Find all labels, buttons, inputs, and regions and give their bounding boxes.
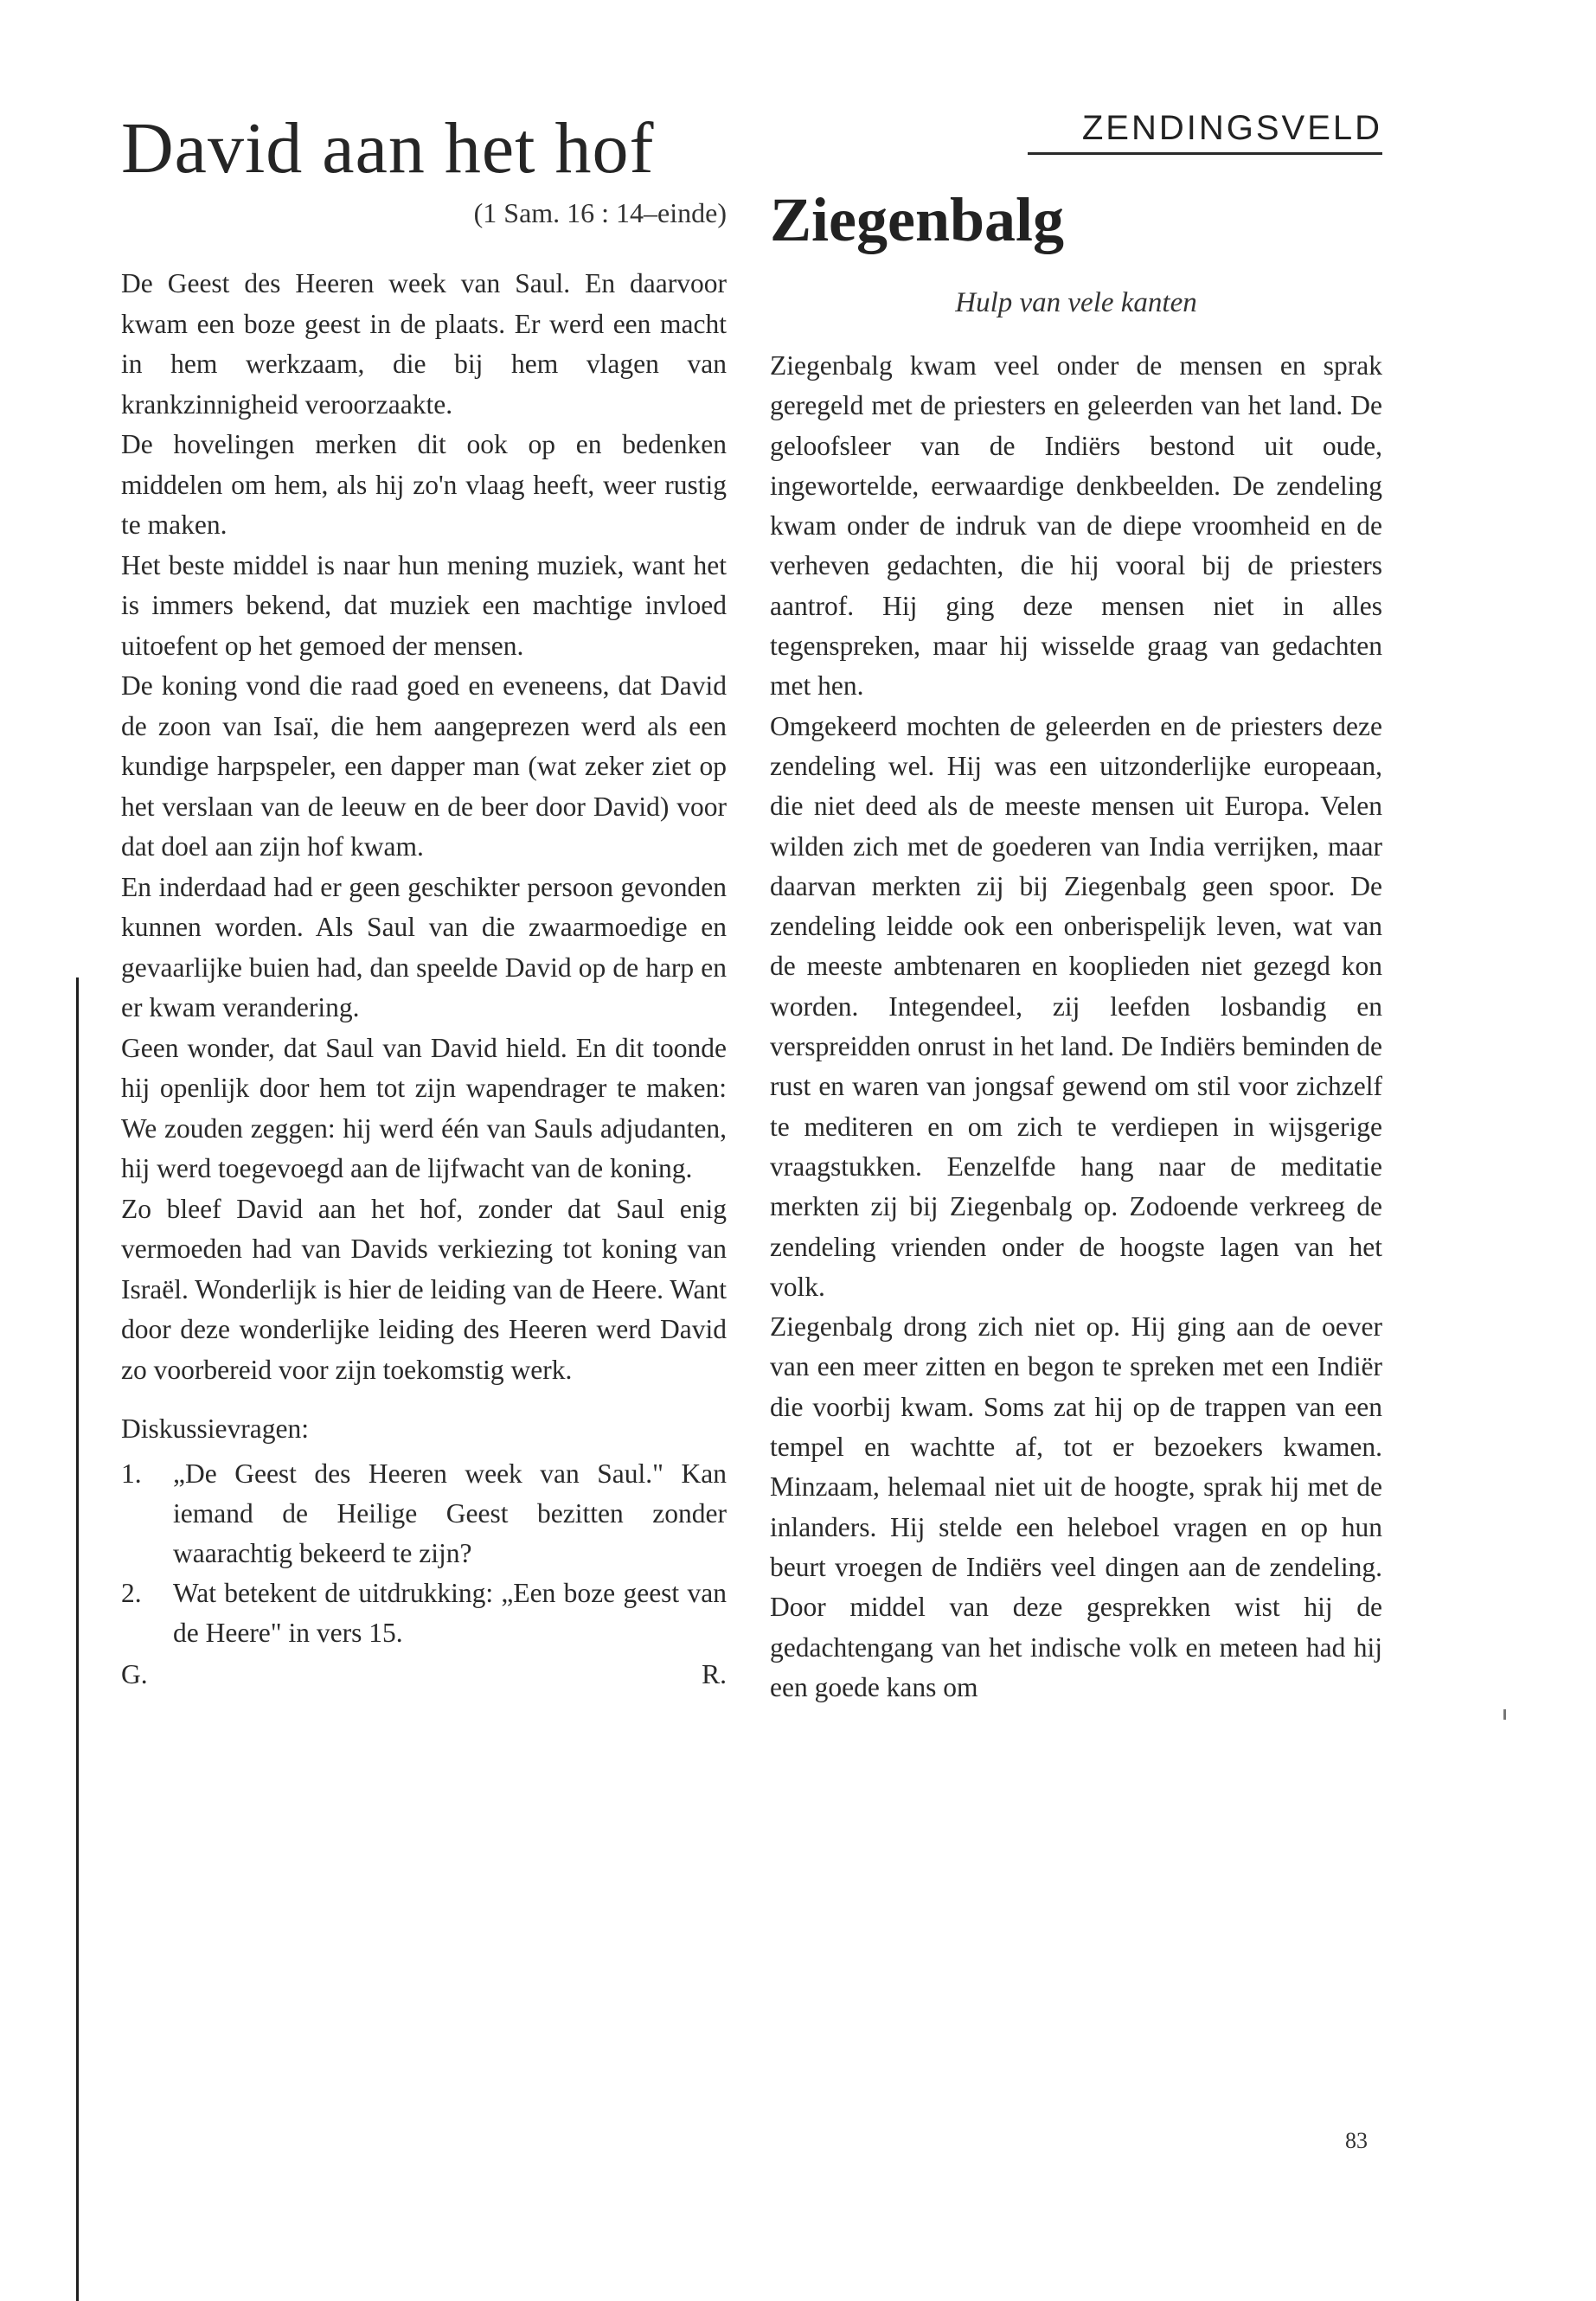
paragraph: En inderdaad had er geen geschikter persoon gevonden kunnen worden. Als Saul van die zwaarmoedige en gevaarlijke buien had, dan speelde David op de harp en er kwam verandering.	[121, 871, 727, 1022]
question-text: „De Geest des Heeren week van Saul." Kan iemand de Heilige Geest bezitten zonder waarachtig bekeerd te zijn?	[173, 1458, 727, 1568]
paragraph: Geen wonder, dat Saul van David hield. En dit toonde hij openlijk door hem tot zijn wapendrager te maken: We zouden zeggen: hij werd één van Sauls adjudanten, hij werd toegevoegd aan de lijfwacht van de koning.	[121, 1032, 727, 1183]
section-rubric: ZENDINGSVELD	[1081, 109, 1382, 147]
question-number: 1.	[121, 1458, 142, 1489]
rubric-underline	[1028, 152, 1382, 155]
paragraph: Ziegenbalg drong zich niet op. Hij ging aan de oever van een meer zitten en begon te spreken met een Indiër die voorbij kwam. Soms zat hij op de trappen van een tempel en wachtte af, tot er bezoekers kwamen. Minzaam, helemaal niet uit de hoogte, sprak hij met de inlanders. Hij stelde een heleboel vragen en op hun beurt vroegen de Indiërs veel dingen aan de zendeling. Door middel van deze gesprekken wist hij de gedachtengang van het indische volk en meteen had hij een goede kans om	[770, 1311, 1382, 1702]
paragraph: Ziegenbalg kwam veel onder de mensen en sprak geregeld met de priesters en geleerden van het land. De geloofsleer van de Indiërs bestond uit oude, ingewortelde, eerwaardige denkbeelden. De zendeling kwam onder de indruk van de diepe vroomheid en de verheven gedachten, die hij vooral bij de priesters aantrof. Hij ging deze mensen niet in alles tegenspreken, maar hij wisselde graag van gedachten met hen.	[770, 350, 1382, 702]
article-body	[121, 264, 727, 1695]
binding-line	[76, 977, 79, 2301]
article-body	[770, 346, 1382, 1708]
discussion-question	[121, 1454, 727, 1574]
signature	[121, 1655, 727, 1695]
paragraph: De koning vond die raad goed en eveneens, dat David de zoon van Isaï, die hem aangeprezen werd als een kundige harpspeler, een dapper man (wat zeker ziet op het verslaan van de leeuw en de beer door David) voor dat doel aan zijn hof kwam.	[121, 670, 727, 862]
page-number: 83	[1345, 2128, 1368, 2153]
discussion-label: Diskussievragen:	[121, 1413, 309, 1444]
article-title: David aan het hof	[121, 108, 655, 189]
paragraph: Het beste middel is naar hun mening muziek, want het is immers bekend, dat muziek een machtige invloed uitoefent op het gemoed der mensen.	[121, 549, 727, 661]
paragraph: Omgekeerd mochten de geleerden en de priesters deze zendeling wel. Hij was een uitzonderlijke europeaan, die niet deed als de meeste mensen uit Europa. Velen wilden zich met de goederen van India verrijken, maar daarvan merkten zij bij Ziegenbalg geen spoor. De zendeling leidde ook een onberispelijk leven, wat van de meeste ambtenaren en kooplieden niet gezegd kon worden. Integendeel, zij leefden losbandig en verspreidden onrust in het land. De Indiërs beminden de rust en waren van jongsaf gewend om stil voor zichzelf te mediteren en om zich te verdiepen in wijsgerige vraagstukken. Eenzelfde hang naar de meditatie merkten zij bij Ziegenbalg op. Zodoende verkreeg de zendeling vrienden onder de hoogste lagen van het volk.	[770, 710, 1382, 1302]
scripture-reference: (1 Sam. 16 : 14–einde)	[473, 197, 727, 228]
paragraph: De hovelingen merken dit ook op en bedenken middelen om hem, als hij zo'n vlaag heeft, weer rustig te maken.	[121, 429, 727, 540]
article-subtitle: Hulp van vele kanten	[955, 287, 1197, 318]
question-number: 2.	[121, 1578, 142, 1608]
paragraph: De Geest des Heeren week van Saul. En daarvoor kwam een boze geest in de plaats. Er werd een macht in hem werkzaam, die bij hem vlagen van krankzinnigheid veroorzaakte.	[121, 268, 727, 420]
question-text: Wat betekent de uitdrukking: „Een boze geest van de Heere" in vers 15.	[173, 1578, 727, 1648]
signature-initial-left: G.	[121, 1659, 148, 1689]
signature-initial-right: R.	[702, 1659, 727, 1689]
scan-speck	[1503, 1709, 1506, 1720]
discussion-question	[121, 1574, 727, 1653]
paragraph: Zo bleef David aan het hof, zonder dat Saul enig vermoeden had van Davids verkiezing tot koning van Israël. Wonderlijk is hier de leiding van de Heere. Want door deze wonderlijke leiding des Heeren werd David zo voorbereid voor zijn toekomstig werk.	[121, 1193, 727, 1385]
article-title: Ziegenbalg	[770, 185, 1065, 254]
